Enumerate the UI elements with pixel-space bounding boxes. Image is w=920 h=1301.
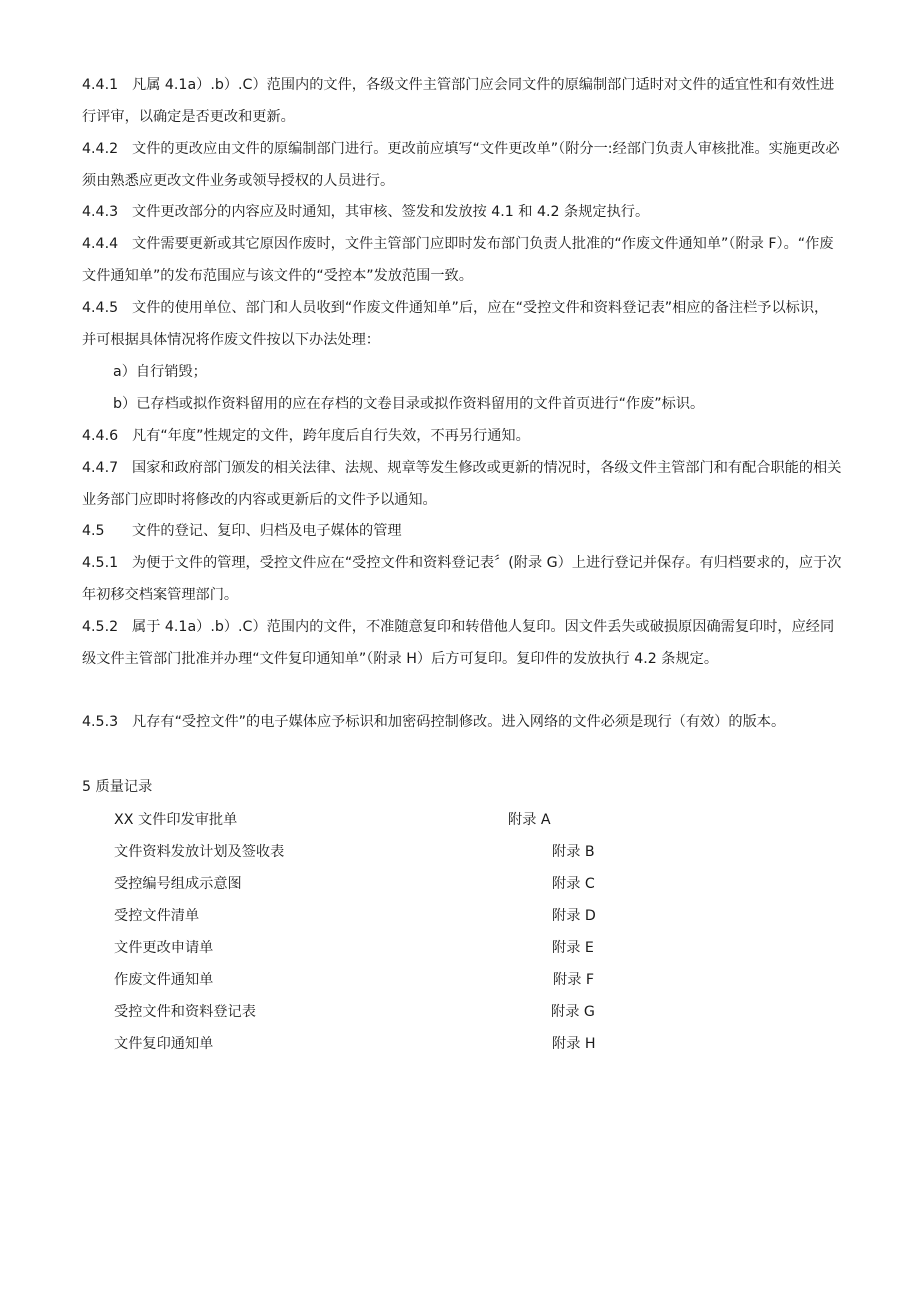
section-number: 4.4.5 xyxy=(82,300,119,316)
section-number: 4.4.1 xyxy=(82,77,119,93)
record-row xyxy=(114,997,634,1027)
record-name: 受控文件清单 xyxy=(114,908,200,924)
section-4-4-1 xyxy=(82,70,842,133)
record-row xyxy=(114,965,634,995)
section-number: 4.5.2 xyxy=(82,619,119,635)
record-name: 受控文件和资料登记表 xyxy=(114,1004,256,1020)
section-4-5-2 xyxy=(82,612,842,675)
section-text: 文件的使用单位、部门和人员收到“作废文件通知单”后，应在“受控文件和资料登记表”相应的备注栏予以标识，并可根据具体情况将作废文件按以下办法处理： xyxy=(82,300,829,348)
section-number: 4.4.7 xyxy=(82,460,119,476)
record-appendix-ref: 附录 E xyxy=(552,940,594,956)
section-4-4-6 xyxy=(82,421,842,453)
section-number: 4.4.3 xyxy=(82,204,119,220)
section-4-4-2 xyxy=(82,134,842,197)
section-text: 为便于文件的管理，受控文件应在“受控文件和资料登记表〞(附录 G）上进行登记并保存。有归档要求的，应于次年初移交档案管理部门。 xyxy=(82,555,842,603)
record-name: XX 文件印发审批单 xyxy=(114,812,238,828)
record-row xyxy=(114,805,634,835)
record-row xyxy=(114,869,634,899)
section-number: 4.5 xyxy=(82,523,105,539)
section-4-5 xyxy=(82,516,842,548)
section-4-4-5-item-a: a）自行销毁； xyxy=(113,364,207,380)
record-row xyxy=(114,837,634,867)
section-text: 国家和政府部门颁发的相关法律、法规、规章等发生修改或更新的情况时，各级文件主管部门和有配合职能的相关业务部门应即时将修改的内容或更新后的文件予以通知。 xyxy=(82,460,842,508)
record-row xyxy=(114,901,634,931)
record-appendix-ref: 附录 H xyxy=(552,1036,596,1052)
section-4-4-4 xyxy=(82,229,842,292)
section-4-4-5-item-b: b）已存档或拟作资料留用的应在存档的文卷目录或拟作资料留用的文件首页进行“作废”标识。 xyxy=(113,396,705,412)
section-text: 文件的更改应由文件的原编制部门进行。更改前应填写“文件更改单”（附分一:经部门负责人审核批准。实施更改必须由熟悉应更改文件业务或领导授权的人员进行。 xyxy=(82,141,840,189)
section-text: 凡属 4.1a）.b）.C）范围内的文件，各级文件主管部门应会同文件的原编制部门适时对文件的适宜性和有效性进行评审，以确定是否更改和更新。 xyxy=(82,77,835,125)
section-text: 文件需要更新或其它原因作废时，文件主管部门应即时发布部门负责人批准的“作废文件通知单”（附录 F）。“作废文件通知单”的发布范围应与该文件的“受控本”发放范围一致。 xyxy=(82,236,834,284)
section-text: 属于 4.1a）.b）.C）范围内的文件，不准随意复印和转借他人复印。因文件丢失或破损原因确需复印时，应经同级文件主管部门批准并办理“文件复印通知单”（附录 H）后方可复印。复印件的发放执行 4.2 条规定。 xyxy=(82,619,835,667)
section-4-5-3 xyxy=(82,707,842,739)
section-4-4-7 xyxy=(82,453,842,516)
section-number: 4.5.3 xyxy=(82,714,119,730)
record-name: 作废文件通知单 xyxy=(114,972,214,988)
record-appendix-ref: 附录 C xyxy=(552,876,595,892)
record-name: 文件复印通知单 xyxy=(114,1036,214,1052)
section-text: 凡有“年度”性规定的文件，跨年度后自行失效，不再另行通知。 xyxy=(132,428,530,444)
record-appendix-ref: 附录 F xyxy=(553,972,595,988)
section-number: 4.4.2 xyxy=(82,141,119,157)
section-text: 凡存有“受控文件”的电子媒体应予标识和加密码控制修改。进入网络的文件必须是现行（有效）的版本。 xyxy=(132,714,786,730)
section-text: 文件的登记、复印、归档及电子媒体的管理 xyxy=(132,523,402,539)
record-name: 受控编号组成示意图 xyxy=(114,876,242,892)
section-number: 4.5.1 xyxy=(82,555,119,571)
section-4-5-1 xyxy=(82,548,842,611)
section-text: 文件更改部分的内容应及时通知，其审核、签发和发放按 4.1 和 4.2 条规定执行。 xyxy=(132,204,650,220)
section-number: 4.4.6 xyxy=(82,428,119,444)
record-row xyxy=(114,933,634,963)
section-4-4-3 xyxy=(82,197,842,229)
record-appendix-ref: 附录 D xyxy=(552,908,596,924)
record-appendix-ref: 附录 A xyxy=(508,812,551,828)
section-number: 4.4.4 xyxy=(82,236,119,252)
record-name: 文件资料发放计划及签收表 xyxy=(114,844,285,860)
record-row xyxy=(114,1029,634,1059)
record-name: 文件更改申请单 xyxy=(114,940,214,956)
record-appendix-ref: 附录 G xyxy=(551,1004,595,1020)
quality-records-heading: 5 质量记录 xyxy=(82,779,153,795)
section-4-4-5 xyxy=(82,293,842,356)
record-appendix-ref: 附录 B xyxy=(552,844,595,860)
